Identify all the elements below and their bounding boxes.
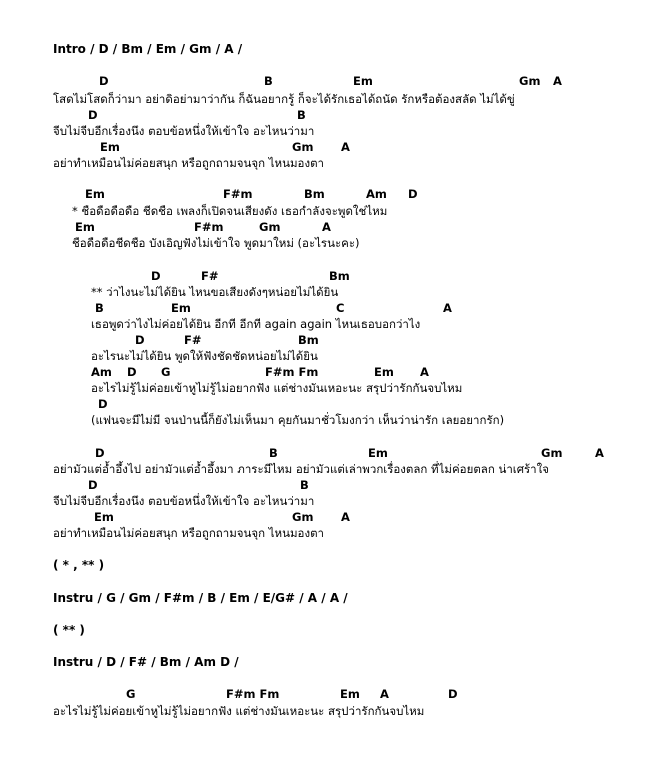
repeat-marker: ( * , ** ) xyxy=(53,558,105,572)
lyric-line: อย่ามัวแต่อ้ำอึ้งไป อย่ามัวแต่อ้ำอึ้งมา ภาระมีไหม อย่ามัวแต่เล่าพวกเรื่องตลก ที่ไม่ค่อยตลก น่าเศร้าใจ xyxy=(53,462,549,476)
chord-label: Em xyxy=(374,365,394,379)
chord-label: F# xyxy=(184,333,202,347)
chord-label: Em xyxy=(353,74,373,88)
lyric-line: อย่าทำเหมือนไม่ค่อยสนุก หรือถูกถามจนจุก ไหนมองตา xyxy=(53,156,325,170)
chord-label: A xyxy=(380,687,389,701)
lyric-line: อย่าทำเหมือนไม่ค่อยสนุก หรือถูกถามจนจุก ไหนมองตา xyxy=(53,526,325,540)
chord-label: B xyxy=(95,301,104,315)
chord-label: D xyxy=(88,478,98,492)
chord-label: F#m Fm xyxy=(265,365,319,379)
chord-label: Em xyxy=(100,140,120,154)
chord-label: Gm xyxy=(519,74,541,88)
lyric-line: ชือดือดือชีดชือ บังเอิญฟังไม่เข้าใจ พูดมาใหม่ (อะไรนะคะ) xyxy=(72,236,360,250)
chord-label: Am xyxy=(366,187,387,201)
lyric-line: อะไรไม่รู้ไม่ค่อยเข้าหูไม่รู้ไม่อยากฟัง แต่ช่างมันเหอะนะ สรุปว่ารักกันจบไหม xyxy=(53,704,425,718)
lyric-line: อะไรนะไม่ได้ยิน พูดให้ฟังชัดชัดหน่อยไม่ได้ยิน xyxy=(91,349,318,363)
lyric-line: (แฟนจะมีไม่มี จนป่านนี้ก็ยังไม่เห็นมา คุยกันมาชั่วโมงกว่า เห็นว่าน่ารัก เลยอยากรัก) xyxy=(91,413,505,427)
chord-label: F#m xyxy=(223,187,253,201)
chord-label: D xyxy=(135,333,145,347)
repeat-marker: ( ** ) xyxy=(53,623,85,637)
chord-label: Em xyxy=(85,187,105,201)
chord-label: A xyxy=(322,220,331,234)
chord-label: D xyxy=(448,687,458,701)
lyric-line: จีบไม่จีบอีกเรื่องนึง ตอบข้อหนึ่งให้เข้าใจ อะไหนว่ามา xyxy=(53,494,315,508)
lyric-line: ** ว่าไงนะไม่ได้ยิน ไหนขอเสียงดังๆหน่อยไม่ได้ยิน xyxy=(91,285,339,299)
chord-label: B xyxy=(300,478,309,492)
chord-label: D xyxy=(99,74,109,88)
chord-label: F#m Fm xyxy=(226,687,280,701)
chord-label: B xyxy=(297,108,306,122)
chord-label: Em xyxy=(94,510,114,524)
chord-label: Em xyxy=(340,687,360,701)
chord-label: Am xyxy=(91,365,112,379)
chord-label: Gm xyxy=(541,446,563,460)
chord-label: Bm xyxy=(329,269,350,283)
lyric-line: เธอพูดว่าไงไม่ค่อยได้ยิน อีกที อีกที again again ไหนเธอบอกว่าไง xyxy=(91,317,421,331)
chord-label: F#m xyxy=(194,220,224,234)
chord-label: Em xyxy=(75,220,95,234)
chord-label: Bm xyxy=(298,333,319,347)
chord-label: B xyxy=(269,446,278,460)
instrumental-line: Instru / D / F# / Bm / Am D / xyxy=(53,655,239,669)
lyric-line: อะไรไม่รู้ไม่ค่อยเข้าหูไม่รู้ไม่อยากฟัง แต่ช่างมันเหอะนะ สรุปว่ารักกันจบไหม xyxy=(91,381,463,395)
chord-label: D xyxy=(95,446,105,460)
chord-label: F# xyxy=(201,269,219,283)
chord-label: Em xyxy=(368,446,388,460)
chord-label: D xyxy=(88,108,98,122)
chord-label: G xyxy=(126,687,136,701)
lyric-line: โสดไม่โสดก็ว่ามา อย่าดิอย่ามาว่ากัน ก็ฉันอยากรู้ ก็จะได้รักเธอได้ถนัด รักหรือต้องสลัด ไม่ได้ขู่ xyxy=(53,92,515,106)
chord-label: A xyxy=(443,301,452,315)
chord-label: D xyxy=(98,397,108,411)
chord-label: Gm xyxy=(292,140,314,154)
lyric-line: จีบไม่จีบอีกเรื่องนึง ตอบข้อหนึ่งให้เข้าใจ อะไหนว่ามา xyxy=(53,124,315,138)
chord-label: A xyxy=(553,74,562,88)
chord-label: G xyxy=(161,365,171,379)
chord-label: Bm xyxy=(304,187,325,201)
chord-label: D xyxy=(408,187,418,201)
chord-label: B xyxy=(264,74,273,88)
chord-label: C xyxy=(336,301,345,315)
chord-label: A xyxy=(341,510,350,524)
instrumental-line: Instru / G / Gm / F#m / B / Em / E/G# / A / A / xyxy=(53,591,348,605)
chord-label: A xyxy=(595,446,604,460)
chord-label: A xyxy=(420,365,429,379)
chord-label: Gm xyxy=(259,220,281,234)
chord-label: D xyxy=(151,269,161,283)
chord-label: D xyxy=(127,365,137,379)
chord-label: Em xyxy=(171,301,191,315)
chord-label: A xyxy=(341,140,350,154)
intro-line: Intro / D / Bm / Em / Gm / A / xyxy=(53,42,243,56)
lyric-line: * ชือดือดือดือ ชีดชือ เพลงก็เปิดจนเสียงดัง เธอกำลังจะพูดใช่ไหม xyxy=(72,204,388,218)
chord-label: Gm xyxy=(292,510,314,524)
